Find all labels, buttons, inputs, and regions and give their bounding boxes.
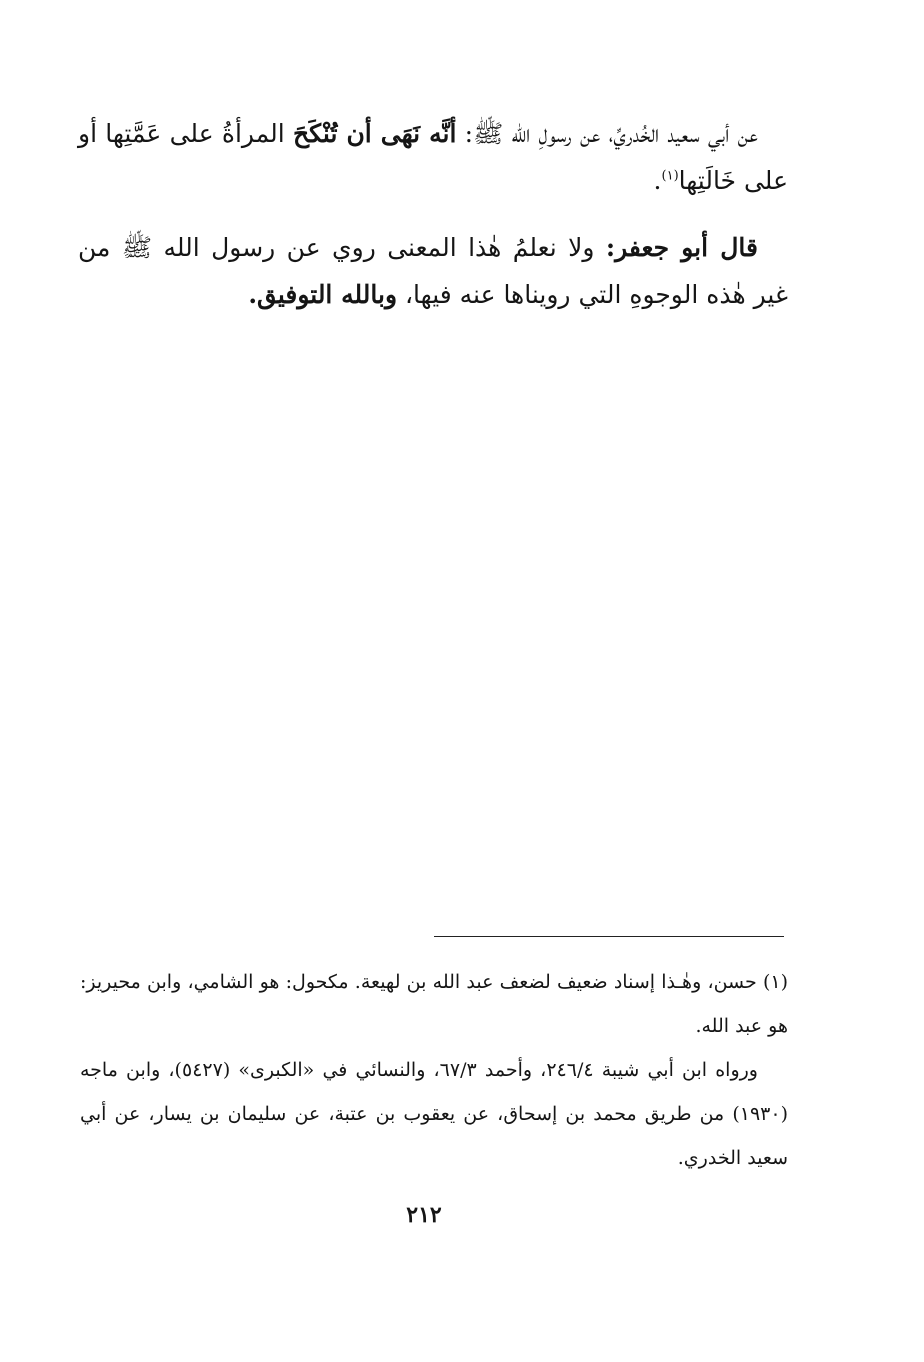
footnote-separator — [434, 936, 784, 937]
closing-phrase: وبالله التوفيق. — [248, 280, 398, 309]
footnote-marker: (١) — [661, 168, 679, 184]
speaker-label: قال أبو جعفر: — [605, 233, 758, 262]
footnote-1-continued: ورواه ابن أبي شيبة ٢٤٦/٤، وأحمد ٦٧/٣، والنسائي في «الكبرى» (٥٤٢٧)، وابن ماجه (١٩٣٠) من طريق محمد بن إسحاق، عن يعقوب بن عتبة، عن سليمان بن يسار، عن أبي سعيد الخدري. — [80, 1059, 788, 1169]
hadith-matn-bold: أنَّه نَهَى أن تُنْكَحَ — [292, 119, 457, 148]
paragraph-hadith — [78, 110, 788, 204]
paragraph-comment — [78, 224, 788, 318]
footnotes — [80, 960, 788, 1180]
page-number: ٢١٢ — [406, 1202, 442, 1228]
footnote-1: (١) حسن، وهٰـذا إسناد ضعيف لضعف عبد الله بن لهيعة. مكحول: هو الشامي، وابن محيريز: هو عبد الله. — [80, 971, 788, 1037]
hadith-isnad: عن أبي سعيد الخُدريِّ، عن رسولِ الله ﷺ: — [456, 119, 758, 148]
comment-text: ولا نعلمُ هٰذا المعنى روي عن رسول الله ﷺ من غير هٰذه الوجوهِ التي رويناها عنه فيها، — [78, 233, 788, 309]
hadith-end: . — [653, 166, 662, 195]
main-text — [78, 110, 788, 338]
hadith-matn: المرأةُ على عَمَّتِها أو على خَالَتِها — [78, 119, 788, 195]
